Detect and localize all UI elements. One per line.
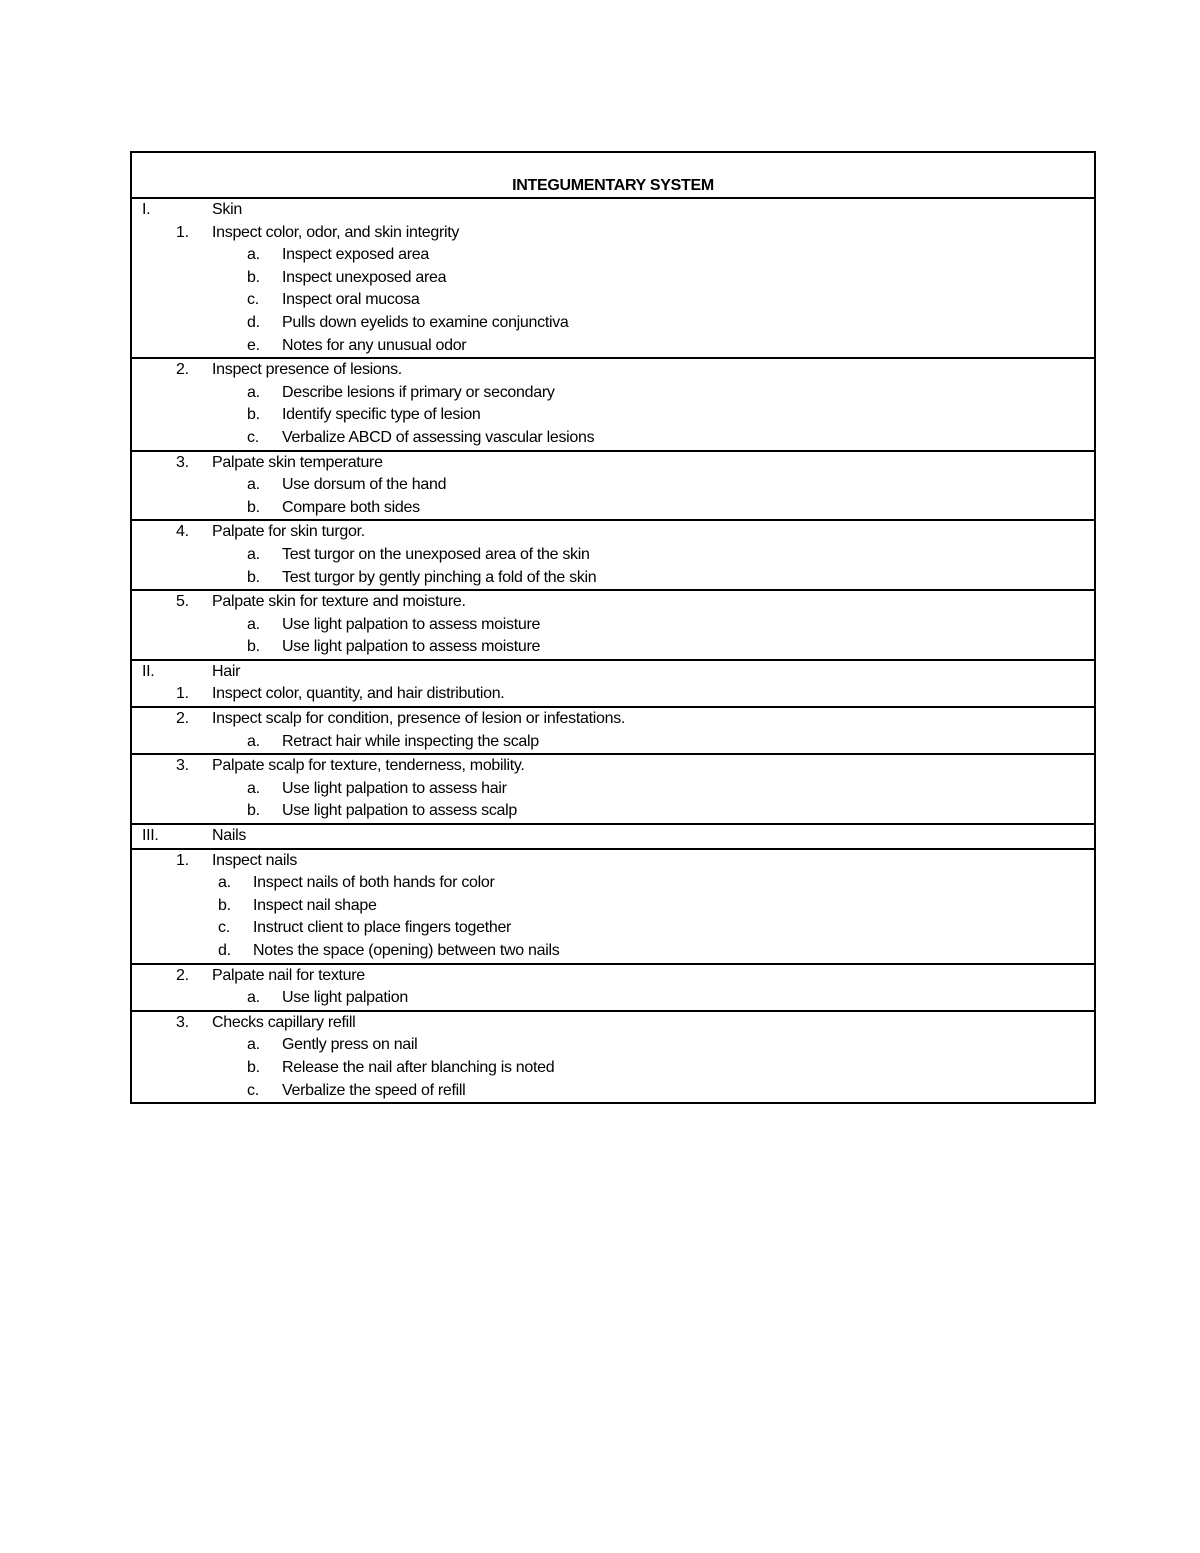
sub-item-row bbox=[132, 312, 1094, 335]
row-number: 3. bbox=[176, 1013, 189, 1031]
sub-item-row bbox=[132, 1057, 1094, 1080]
checklist-block bbox=[132, 450, 1094, 520]
row-text: Use dorsum of the hand bbox=[282, 476, 447, 494]
row-text: Inspect exposed area bbox=[282, 246, 429, 264]
checklist-block bbox=[132, 357, 1094, 449]
sub-item-row bbox=[132, 474, 1094, 497]
row-number: 1. bbox=[176, 851, 189, 869]
sub-item-row bbox=[132, 267, 1094, 290]
checklist-table bbox=[130, 151, 1096, 1104]
row-text: Palpate skin for texture and moisture. bbox=[212, 593, 466, 611]
row-text: Inspect nail shape bbox=[253, 896, 377, 914]
checklist-block bbox=[132, 848, 1094, 963]
row-text: Retract hair while inspecting the scalp bbox=[282, 732, 539, 750]
row-number: 1. bbox=[176, 223, 189, 241]
row-text: Inspect color, odor, and skin integrity bbox=[212, 223, 460, 241]
sub-item-row bbox=[132, 335, 1094, 358]
checklist-block bbox=[132, 963, 1094, 1010]
row-text: Skin bbox=[212, 201, 242, 218]
item-row bbox=[132, 965, 1094, 988]
row-text: Use light palpation to assess moisture bbox=[282, 615, 541, 633]
checklist-block bbox=[132, 199, 1094, 357]
row-text: Notes the space (opening) between two nails bbox=[253, 942, 560, 959]
item-row bbox=[132, 521, 1094, 544]
row-number: d. bbox=[218, 942, 231, 959]
row-text: Inspect unexposed area bbox=[282, 268, 447, 286]
row-text: Compare both sides bbox=[282, 498, 420, 516]
row-number: b. bbox=[218, 896, 231, 914]
sub-item-row bbox=[132, 614, 1094, 637]
row-text: Use light palpation bbox=[282, 989, 408, 1007]
row-number: 1. bbox=[176, 685, 189, 703]
sub-item-row bbox=[132, 1080, 1094, 1103]
row-number: a. bbox=[247, 383, 260, 401]
row-text: Palpate scalp for texture, tenderness, mobility. bbox=[212, 757, 525, 775]
sub-item-row bbox=[132, 244, 1094, 267]
row-number: II. bbox=[142, 662, 155, 680]
row-number: a. bbox=[218, 874, 231, 892]
item-row bbox=[132, 452, 1094, 475]
sub-item-row bbox=[132, 567, 1094, 590]
row-number: c. bbox=[218, 919, 230, 937]
row-number: III. bbox=[142, 827, 159, 845]
row-number: I. bbox=[142, 201, 151, 218]
row-number: a. bbox=[247, 779, 260, 797]
row-number: 2. bbox=[176, 710, 189, 728]
row-text: Use light palpation to assess scalp bbox=[282, 802, 517, 820]
sub-item-row bbox=[132, 987, 1094, 1010]
row-text: Inspect nails of both hands for color bbox=[253, 874, 495, 892]
row-number: a. bbox=[247, 1036, 260, 1054]
item-row bbox=[132, 850, 1094, 873]
row-number: b. bbox=[247, 1058, 260, 1076]
section-row bbox=[132, 199, 1094, 222]
row-text: Pulls down eyelids to examine conjunctiva bbox=[282, 313, 569, 331]
row-text: Inspect scalp for condition, presence of lesion or infestations. bbox=[212, 710, 626, 728]
row-text: Checks capillary refill bbox=[212, 1013, 356, 1031]
sub-item-row bbox=[132, 382, 1094, 405]
row-text: Palpate nail for texture bbox=[212, 966, 365, 984]
sub-item-row bbox=[132, 636, 1094, 659]
checklist-block bbox=[132, 589, 1094, 659]
section-row bbox=[132, 661, 1094, 684]
row-text: Release the nail after blanching is noted bbox=[282, 1058, 555, 1076]
row-text: Inspect presence of lesions. bbox=[212, 361, 402, 379]
sub-item-row bbox=[132, 940, 1094, 963]
row-text: Use light palpation to assess moisture bbox=[282, 638, 541, 656]
row-number: b. bbox=[247, 568, 260, 586]
row-number: a. bbox=[247, 246, 260, 264]
sub-item-row bbox=[132, 289, 1094, 312]
checklist-block bbox=[132, 659, 1094, 706]
row-number: d. bbox=[247, 313, 260, 331]
row-number: c. bbox=[247, 291, 259, 309]
row-number: b. bbox=[247, 268, 260, 286]
row-number: 3. bbox=[176, 757, 189, 775]
row-number: a. bbox=[247, 545, 260, 563]
sub-item-row bbox=[132, 778, 1094, 801]
row-number: c. bbox=[247, 428, 259, 446]
sub-item-row bbox=[132, 1034, 1094, 1057]
row-text: Verbalize ABCD of assessing vascular lesions bbox=[282, 428, 595, 446]
row-number: 2. bbox=[176, 966, 189, 984]
row-text: Notes for any unusual odor bbox=[282, 336, 467, 354]
sub-item-row bbox=[132, 800, 1094, 823]
row-text: Describe lesions if primary or secondary bbox=[282, 383, 555, 401]
row-text: Gently press on nail bbox=[282, 1036, 418, 1054]
sub-item-row bbox=[132, 731, 1094, 754]
sub-item-row bbox=[132, 872, 1094, 895]
row-number: e. bbox=[247, 336, 260, 354]
sub-item-row bbox=[132, 404, 1094, 427]
row-text: Inspect oral mucosa bbox=[282, 291, 420, 309]
item-row bbox=[132, 591, 1094, 614]
row-text: Palpate skin temperature bbox=[212, 453, 383, 471]
item-row bbox=[132, 755, 1094, 778]
checklist-block bbox=[132, 1010, 1094, 1102]
row-text: Use light palpation to assess hair bbox=[282, 779, 507, 797]
row-number: c. bbox=[247, 1081, 259, 1099]
row-number: 4. bbox=[176, 523, 189, 541]
sub-item-row bbox=[132, 544, 1094, 567]
row-text: Inspect nails bbox=[212, 851, 298, 869]
row-number: a. bbox=[247, 989, 260, 1007]
row-number: a. bbox=[247, 615, 260, 633]
page-title: INTEGUMENTARY SYSTEM bbox=[512, 177, 714, 194]
section-row bbox=[132, 825, 1094, 848]
row-text: Identify specific type of lesion bbox=[282, 406, 481, 424]
row-number: b. bbox=[247, 498, 260, 516]
item-row bbox=[132, 1012, 1094, 1035]
checklist-block bbox=[132, 753, 1094, 823]
item-row bbox=[132, 222, 1094, 245]
row-text: Test turgor by gently pinching a fold of the skin bbox=[282, 568, 597, 586]
row-number: b. bbox=[247, 638, 260, 656]
row-number: b. bbox=[247, 406, 260, 424]
row-text: Hair bbox=[212, 662, 241, 680]
row-text: Inspect color, quantity, and hair distribution. bbox=[212, 685, 505, 703]
row-number: 5. bbox=[176, 593, 189, 611]
row-number: 3. bbox=[176, 453, 189, 471]
item-row bbox=[132, 359, 1094, 382]
row-number: a. bbox=[247, 732, 260, 750]
row-number: 2. bbox=[176, 361, 189, 379]
row-text: Nails bbox=[212, 827, 247, 845]
row-number: a. bbox=[247, 476, 260, 494]
sub-item-row bbox=[132, 427, 1094, 450]
checklist-block bbox=[132, 706, 1094, 753]
checklist-body bbox=[132, 199, 1094, 1102]
row-text: Instruct client to place fingers together bbox=[253, 919, 512, 937]
checklist-block bbox=[132, 823, 1094, 848]
title-row bbox=[132, 153, 1094, 199]
row-text: Verbalize the speed of refill bbox=[282, 1081, 466, 1099]
row-number: b. bbox=[247, 802, 260, 820]
row-text: Palpate for skin turgor. bbox=[212, 523, 365, 541]
checklist-block bbox=[132, 519, 1094, 589]
sub-item-row bbox=[132, 497, 1094, 520]
item-row bbox=[132, 683, 1094, 706]
sub-item-row bbox=[132, 895, 1094, 918]
item-row bbox=[132, 708, 1094, 731]
row-text: Test turgor on the unexposed area of the skin bbox=[282, 545, 590, 563]
sub-item-row bbox=[132, 917, 1094, 940]
